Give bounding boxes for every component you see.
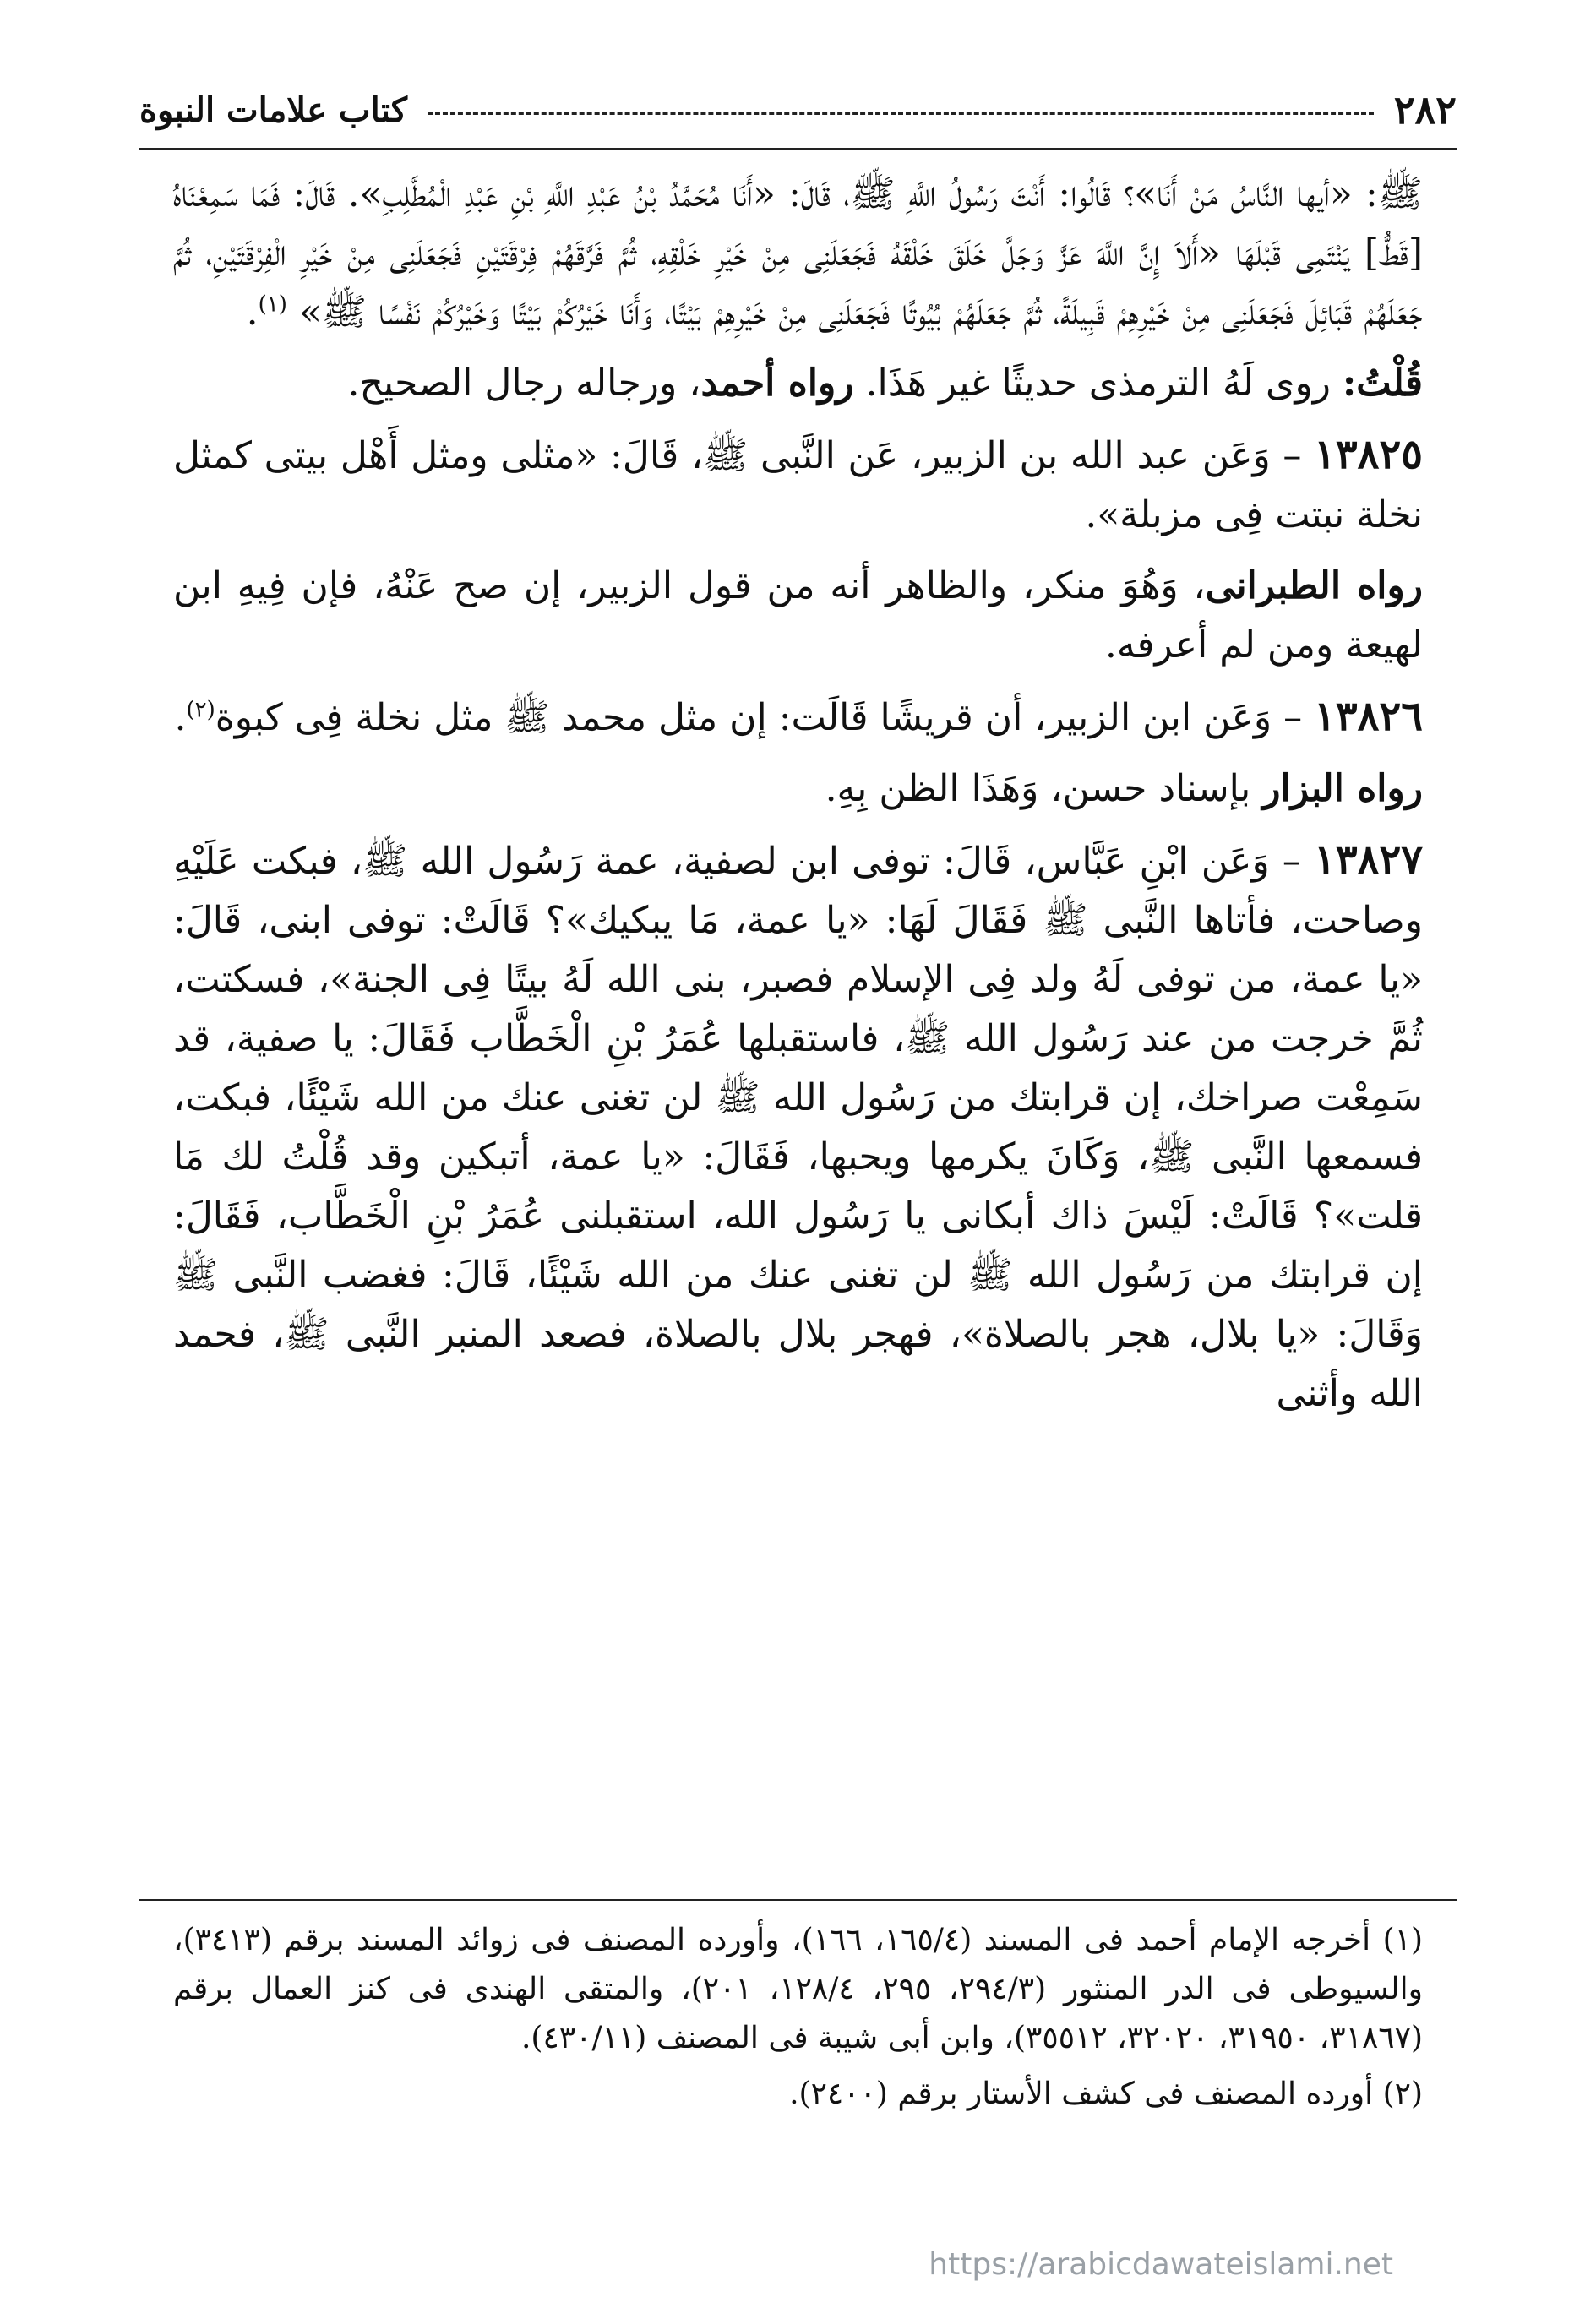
hadith-text: – وَعَن ابْنِ عَبَّاس، قَالَ: توفى ابن لصفية، عمة رَسُول الله ﷺ، فبكت عَلَيْهِ وصاحت، فأتاها النَّبى ﷺ فَقَالَ لَهَا: «يا عمة، مَا يبكيك»؟ قَالَتْ: توفى ابنى، قَالَ: «يا عمة، من توفى لَهُ ولد فِى الإسلام فصبر، بنى الله لَهُ بيتًا فِى الجنة»، فسكتت، ثُمَّ خرجت من عند رَسُول الله ﷺ، فاستقبلها عُمَرُ بْنِ الْخَطَّاب فَقَالَ: يا صفية، قد سَمِعْت صراخك، إن قرابتك من رَسُول الله ﷺ لن تغنى عنك من الله شَيْئًا، فبكت، فسمعها النَّبى ﷺ، وَكَانَ يكرمها ويحبها، فَقَالَ: «يا عمة، أتبكين وقد قُلْتُ لك مَا قلت»؟ قَالَتْ: لَيْسَ ذاك أبكانى يا رَسُول الله، استقبلنى عُمَرُ بْنِ الْخَطَّاب، فَقَالَ: إن قرابتك من رَسُول الله ﷺ لن تغنى عنك من الله شَيْئًا، قَالَ: فغضب النَّبى ﷺ وَقَالَ: «يا بلال، هجر بالصلاة»، فهجر بلال بالصلاة، فصعد المنبر النَّبى ﷺ، فحمد الله وأثنى — [173, 840, 1423, 1415]
footnote-2: (٢) أورده المصنف فى كشف الأستار برقم (٢٤٠٠). — [789, 2077, 1423, 2111]
header-dash-line — [428, 112, 1374, 115]
watermark-url: https://arabicdawateislami.net — [929, 2247, 1393, 2282]
footnote-1: (١) أخرجه الإمام أحمد فى المسند (١٦٥/٤، ١٦٦)، وأورده المصنف فى زوائد المسند برقم (٣٤١٣)، والسيوطى فى الدر المنثور (٢٩٤/٣، ٢٩٥، ١٢٨/٤، ٢٠١)، والمتقى الهندى فى كنز العمال برقم (٣١٨٦٧، ٣١٩٥٠، ٣٢٠٢٠، ٣٥٥١٢)، وابن أبى شيبة فى المصنف (٤٣٠/١١). — [173, 1923, 1424, 2055]
commentary-label: قُلْتُ: — [1342, 362, 1423, 405]
hadith-continuation-text: ﷺ: «أيها النَّاسُ مَنْ أَنَا»؟ قَالُوا: أَنْتَ رَسُولُ اللَّهِ ﷺ، قَالَ: «أَنَا مُحَمَّدُ بْنُ عَبْدِ اللَّهِ بْنِ عَبْدِ الْمُطَّلِبِ». قَالَ: فَمَا سَمِعْنَاهُ [قَطُّ] يَنْتَمِى قَبْلَهَا «أَلاَ إِنَّ اللَّهَ عَزَّ وَجَلَّ خَلَقَ خَلْقَهُ فَجَعَلَنِى مِنْ خَيْرِ خَلْقِهِ، ثُمَّ فَرَّقَهُمْ فِرْقَتَيْنِ فَجَعَلَنِى مِنْ خَيْرِ الْفِرْقَتَيْنِ، ثُمَّ جَعَلَهُمْ قَبَائِلَ فَجَعَلَنِى مِنْ خَيْرِهِمْ قَبِيلَةً، ثُمَّ جَعَلَهُمْ بُيُوتًا فَجَعَلَنِى مِنْ خَيْرِهِمْ بَيْتًا، وَأَنَا خَيْرُكُمْ بَيْتًا وَخَيْرُكُمْ نَفْسًا ﷺ» — [173, 172, 1423, 334]
hadith-number: ١٣٨٢٧ — [1314, 836, 1423, 884]
hadith-text: – وَعَن ابن الزبير، أن قريشًا قَالَت: إن مثل محمد ﷺ مثل نخلة فِى كبوة — [215, 696, 1315, 739]
commentary-tail: ، ورجاله رجال الصحيح. — [347, 362, 701, 405]
commentary-text: روى لَهُ الترمذى حديثًا غير هَذَا. — [853, 362, 1343, 405]
hadith-source: رواه الطبرانى — [1205, 564, 1423, 607]
hadith-number: ١٣٨٢٥ — [1314, 431, 1423, 478]
commentary-source: رواه أحمد — [700, 362, 854, 405]
hadith-number: ١٣٨٢٦ — [1314, 693, 1423, 740]
hadith-13827 — [173, 830, 1423, 1423]
page-number: ٢٨٢ — [1393, 87, 1457, 133]
hadith-grading-text: بإسناد حسن، وَهَذَا الظن بِهِ. — [825, 767, 1263, 810]
hadith-13825-grading — [173, 557, 1423, 675]
hadith-13826-grading — [173, 759, 1423, 819]
paragraph-commentary — [173, 354, 1423, 413]
footnote-ref-2: (٢) — [186, 697, 215, 723]
hadith-grading-text: ، وَهُوَ منكر، والظاهر أنه من قول الزبير، إن صح عَنْهُ، فإن فِيهِ ابن لهيعة ومن لم أعرفه. — [173, 564, 1423, 667]
hadith-13825 — [173, 425, 1423, 545]
header-rule — [139, 148, 1457, 150]
running-title: كتاب علامات النبوة — [139, 90, 407, 130]
footnote-separator — [139, 1899, 1457, 1901]
footnotes — [173, 1916, 1423, 2126]
hadith-13826: ١٣٨٢٦ – وَعَن ابن الزبير، أن قريشًا قَالَت: إن مثل محمد ﷺ مثل نخلة فِى كبوة$^{(٢)}$. — [174, 693, 1423, 740]
paragraph-hadith-continuation: ﷺ: «أيها النَّاسُ مَنْ أَنَا»؟ قَالُوا: أَنْتَ رَسُولُ اللَّهِ ﷺ، قَالَ: «أَنَا مُحَمَّدُ بْنُ عَبْدِ اللَّهِ بْنِ عَبْدِ الْمُطَّلِبِ». قَالَ: فَمَا سَمِعْنَاهُ [قَطُّ] يَنْتَمِى قَبْلَهَا «أَلاَ إِنَّ اللَّهَ عَزَّ وَجَلَّ خَلَقَ خَلْقَهُ فَجَعَلَنِى مِنْ خَيْرِ خَلْقِهِ، ثُمَّ فَرَّقَهُمْ فِرْقَتَيْنِ فَجَعَلَنِى مِنْ خَيْرِ الْفِرْقَتَيْنِ، ثُمَّ جَعَلَهُمْ قَبَائِلَ فَجَعَلَنِى مِنْ خَيْرِهِمْ قَبِيلَةً، ثُمَّ جَعَلَهُمْ بُيُوتًا فَجَعَلَنِى مِنْ خَيْرِهِمْ بَيْتًا، وَأَنَا خَيْرُكُمْ بَيْتًا وَخَيْرُكُمْ نَفْسًا ﷺ» $^{(١)}$. — [173, 172, 1423, 334]
footnote-ref-1: (١) — [258, 291, 287, 318]
main-text — [173, 165, 1423, 1435]
page-header — [139, 80, 1457, 139]
hadith-text: – وَعَن عبد الله بن الزبير، عَن النَّبى ﷺ، قَالَ: «مثلى ومثل أَهْل بيتى كمثل نخلة نبتت فِى مزبلة». — [173, 434, 1423, 536]
hadith-source: رواه البزار — [1262, 767, 1423, 810]
